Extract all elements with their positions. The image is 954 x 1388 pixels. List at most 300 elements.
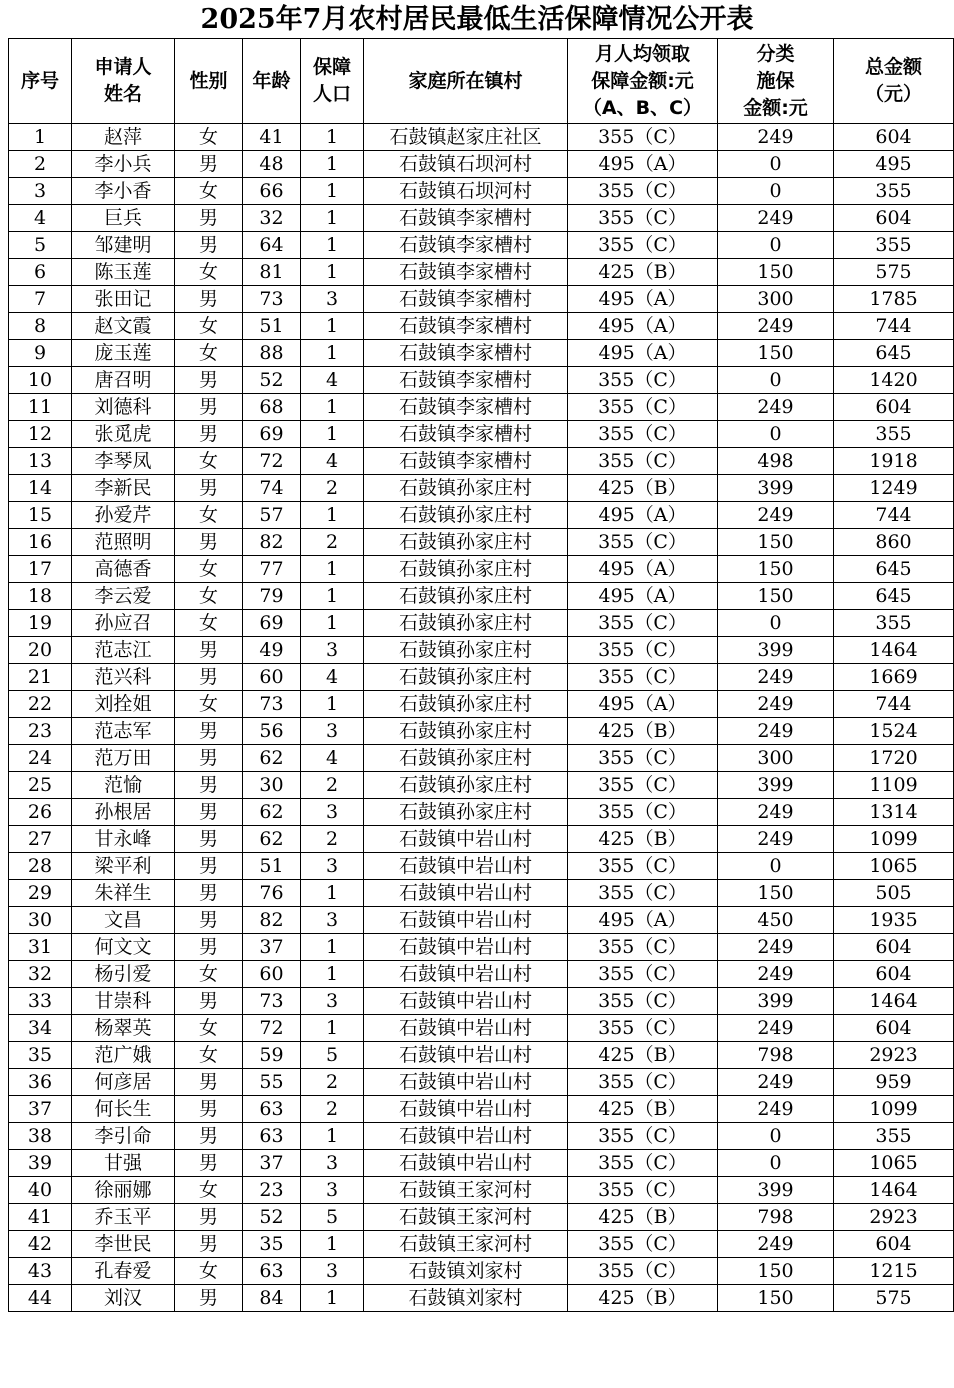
cell-persons: 1 xyxy=(301,313,364,340)
page-title: 2025年7月农村居民最低生活保障情况公开表 xyxy=(200,4,754,35)
cell-total: 645 xyxy=(834,583,954,610)
cell-gender: 女 xyxy=(175,583,243,610)
cell-village: 石鼓镇孙家庄村 xyxy=(364,772,568,799)
cell-village: 石鼓镇孙家庄村 xyxy=(364,745,568,772)
cell-name: 孙爱芹 xyxy=(72,502,175,529)
cell-persons: 1 xyxy=(301,502,364,529)
cell-name: 范志江 xyxy=(72,637,175,664)
cell-persons: 1 xyxy=(301,394,364,421)
cell-total: 1669 xyxy=(834,664,954,691)
cell-classified: 399 xyxy=(718,475,834,502)
cell-village: 石鼓镇中岩山村 xyxy=(364,880,568,907)
cell-village: 石鼓镇刘家村 xyxy=(364,1285,568,1312)
cell-classified: 249 xyxy=(718,961,834,988)
cell-classified: 249 xyxy=(718,1015,834,1042)
cell-classified: 249 xyxy=(718,1069,834,1096)
cell-gender: 女 xyxy=(175,1015,243,1042)
cell-name: 杨引爱 xyxy=(72,961,175,988)
header-gender-label: 性别 xyxy=(189,69,228,92)
cell-classified: 399 xyxy=(718,988,834,1015)
cell-standard: 355（C） xyxy=(568,178,718,205)
cell-village: 石鼓镇孙家庄村 xyxy=(364,610,568,637)
table-row xyxy=(9,610,954,637)
cell-seq: 5 xyxy=(9,232,72,259)
cell-classified: 150 xyxy=(718,529,834,556)
cell-persons: 4 xyxy=(301,745,364,772)
cell-total: 744 xyxy=(834,313,954,340)
cell-name: 李小香 xyxy=(72,178,175,205)
cell-seq: 43 xyxy=(9,1258,72,1285)
cell-seq: 34 xyxy=(9,1015,72,1042)
cell-standard: 355（C） xyxy=(568,799,718,826)
cell-total: 355 xyxy=(834,610,954,637)
table-row xyxy=(9,448,954,475)
cell-name: 徐丽娜 xyxy=(72,1177,175,1204)
cell-standard: 495（A） xyxy=(568,151,718,178)
cell-persons: 1 xyxy=(301,1285,364,1312)
cell-name: 梁平利 xyxy=(72,853,175,880)
table-row xyxy=(9,1204,954,1231)
cell-classified: 150 xyxy=(718,259,834,286)
header-gender xyxy=(175,39,243,124)
cell-seq: 26 xyxy=(9,799,72,826)
table-row xyxy=(9,1231,954,1258)
cell-village: 石鼓镇孙家庄村 xyxy=(364,664,568,691)
cell-standard: 495（A） xyxy=(568,313,718,340)
cell-age: 84 xyxy=(243,1285,301,1312)
table-row xyxy=(9,529,954,556)
cell-gender: 男 xyxy=(175,232,243,259)
cell-total: 1464 xyxy=(834,637,954,664)
cell-gender: 男 xyxy=(175,718,243,745)
cell-seq: 17 xyxy=(9,556,72,583)
cell-persons: 5 xyxy=(301,1204,364,1231)
cell-total: 744 xyxy=(834,691,954,718)
cell-classified: 150 xyxy=(718,1258,834,1285)
cell-village: 石鼓镇李家槽村 xyxy=(364,340,568,367)
cell-classified: 249 xyxy=(718,799,834,826)
cell-age: 56 xyxy=(243,718,301,745)
cell-classified: 150 xyxy=(718,340,834,367)
cell-age: 52 xyxy=(243,1204,301,1231)
table-header-row xyxy=(9,39,954,124)
cell-classified: 0 xyxy=(718,1150,834,1177)
cell-total: 604 xyxy=(834,1015,954,1042)
cell-total: 1109 xyxy=(834,772,954,799)
cell-persons: 3 xyxy=(301,718,364,745)
cell-standard: 425（B） xyxy=(568,1042,718,1069)
cell-seq: 9 xyxy=(9,340,72,367)
cell-standard: 355（C） xyxy=(568,1258,718,1285)
cell-seq: 11 xyxy=(9,394,72,421)
cell-age: 49 xyxy=(243,637,301,664)
cell-persons: 1 xyxy=(301,421,364,448)
cell-name: 朱祥生 xyxy=(72,880,175,907)
cell-persons: 1 xyxy=(301,151,364,178)
cell-gender: 男 xyxy=(175,286,243,313)
cell-persons: 3 xyxy=(301,637,364,664)
cell-village: 石鼓镇李家槽村 xyxy=(364,367,568,394)
header-applicant-name xyxy=(72,39,175,124)
cell-classified: 798 xyxy=(718,1042,834,1069)
cell-persons: 3 xyxy=(301,1177,364,1204)
cell-total: 575 xyxy=(834,259,954,286)
cell-name: 范兴科 xyxy=(72,664,175,691)
cell-standard: 355（C） xyxy=(568,421,718,448)
cell-gender: 男 xyxy=(175,853,243,880)
cell-name: 邹建明 xyxy=(72,232,175,259)
cell-age: 48 xyxy=(243,151,301,178)
cell-age: 73 xyxy=(243,691,301,718)
cell-village: 石鼓镇孙家庄村 xyxy=(364,691,568,718)
cell-total: 1215 xyxy=(834,1258,954,1285)
cell-name: 何文文 xyxy=(72,934,175,961)
cell-seq: 28 xyxy=(9,853,72,880)
cell-persons: 3 xyxy=(301,1150,364,1177)
header-seq xyxy=(9,39,72,124)
cell-gender: 男 xyxy=(175,529,243,556)
cell-age: 64 xyxy=(243,232,301,259)
cell-persons: 1 xyxy=(301,259,364,286)
cell-seq: 41 xyxy=(9,1204,72,1231)
cell-seq: 23 xyxy=(9,718,72,745)
cell-name: 范广娥 xyxy=(72,1042,175,1069)
cell-village: 石鼓镇石坝河村 xyxy=(364,151,568,178)
cell-persons: 4 xyxy=(301,664,364,691)
cell-seq: 37 xyxy=(9,1096,72,1123)
cell-age: 76 xyxy=(243,880,301,907)
cell-age: 59 xyxy=(243,1042,301,1069)
cell-age: 73 xyxy=(243,988,301,1015)
cell-gender: 女 xyxy=(175,502,243,529)
cell-age: 73 xyxy=(243,286,301,313)
cell-name: 甘强 xyxy=(72,1150,175,1177)
cell-seq: 42 xyxy=(9,1231,72,1258)
cell-seq: 15 xyxy=(9,502,72,529)
cell-age: 69 xyxy=(243,610,301,637)
cell-name: 杨翠英 xyxy=(72,1015,175,1042)
cell-total: 1099 xyxy=(834,826,954,853)
cell-total: 575 xyxy=(834,1285,954,1312)
cell-gender: 男 xyxy=(175,421,243,448)
cell-classified: 249 xyxy=(718,313,834,340)
cell-seq: 24 xyxy=(9,745,72,772)
cell-gender: 女 xyxy=(175,124,243,151)
cell-age: 82 xyxy=(243,907,301,934)
table-row xyxy=(9,799,954,826)
cell-age: 72 xyxy=(243,448,301,475)
cell-seq: 3 xyxy=(9,178,72,205)
cell-seq: 33 xyxy=(9,988,72,1015)
cell-persons: 3 xyxy=(301,799,364,826)
cell-total: 604 xyxy=(834,934,954,961)
cell-standard: 495（A） xyxy=(568,556,718,583)
cell-village: 石鼓镇中岩山村 xyxy=(364,961,568,988)
cell-total: 355 xyxy=(834,1123,954,1150)
cell-gender: 男 xyxy=(175,205,243,232)
cell-name: 李世民 xyxy=(72,1231,175,1258)
cell-persons: 2 xyxy=(301,1096,364,1123)
table-row xyxy=(9,826,954,853)
cell-total: 1065 xyxy=(834,1150,954,1177)
cell-gender: 女 xyxy=(175,178,243,205)
cell-standard: 425（B） xyxy=(568,1096,718,1123)
cell-village: 石鼓镇中岩山村 xyxy=(364,1150,568,1177)
cell-total: 604 xyxy=(834,394,954,421)
cell-village: 石鼓镇中岩山村 xyxy=(364,1069,568,1096)
cell-age: 68 xyxy=(243,394,301,421)
cell-age: 23 xyxy=(243,1177,301,1204)
cell-age: 60 xyxy=(243,664,301,691)
cell-classified: 150 xyxy=(718,1285,834,1312)
cell-total: 1720 xyxy=(834,745,954,772)
cell-village: 石鼓镇中岩山村 xyxy=(364,934,568,961)
header-classified-line3: 金额:元 xyxy=(743,96,808,119)
cell-age: 35 xyxy=(243,1231,301,1258)
table-row xyxy=(9,394,954,421)
cell-age: 88 xyxy=(243,340,301,367)
table-row xyxy=(9,664,954,691)
header-name-line2: 姓名 xyxy=(103,83,142,105)
cell-total: 1099 xyxy=(834,1096,954,1123)
table-row xyxy=(9,259,954,286)
cell-persons: 1 xyxy=(301,124,364,151)
cell-name: 赵文霞 xyxy=(72,313,175,340)
cell-village: 石鼓镇王家河村 xyxy=(364,1177,568,1204)
cell-name: 刘拴姐 xyxy=(72,691,175,718)
cell-standard: 355（C） xyxy=(568,853,718,880)
cell-name: 刘汉 xyxy=(72,1285,175,1312)
cell-village: 石鼓镇中岩山村 xyxy=(364,1096,568,1123)
cell-standard: 355（C） xyxy=(568,124,718,151)
cell-gender: 男 xyxy=(175,637,243,664)
cell-age: 30 xyxy=(243,772,301,799)
cell-name: 李引命 xyxy=(72,1123,175,1150)
cell-total: 1420 xyxy=(834,367,954,394)
cell-gender: 男 xyxy=(175,988,243,1015)
cell-total: 604 xyxy=(834,961,954,988)
cell-persons: 3 xyxy=(301,1258,364,1285)
cell-age: 72 xyxy=(243,1015,301,1042)
cell-classified: 249 xyxy=(718,664,834,691)
cell-name: 甘崇科 xyxy=(72,988,175,1015)
cell-persons: 2 xyxy=(301,826,364,853)
cell-persons: 1 xyxy=(301,556,364,583)
table-row xyxy=(9,286,954,313)
table-row xyxy=(9,313,954,340)
cell-total: 645 xyxy=(834,340,954,367)
cell-age: 82 xyxy=(243,529,301,556)
cell-persons: 1 xyxy=(301,178,364,205)
cell-gender: 女 xyxy=(175,556,243,583)
cell-name: 孙应召 xyxy=(72,610,175,637)
cell-classified: 0 xyxy=(718,1123,834,1150)
cell-gender: 男 xyxy=(175,151,243,178)
cell-gender: 男 xyxy=(175,745,243,772)
cell-classified: 0 xyxy=(718,232,834,259)
cell-classified: 249 xyxy=(718,1096,834,1123)
table-row xyxy=(9,1042,954,1069)
cell-seq: 7 xyxy=(9,286,72,313)
header-total-line2: （元） xyxy=(864,83,922,105)
cell-gender: 女 xyxy=(175,961,243,988)
cell-persons: 1 xyxy=(301,610,364,637)
table-row xyxy=(9,1285,954,1312)
cell-age: 52 xyxy=(243,367,301,394)
cell-classified: 0 xyxy=(718,853,834,880)
cell-village: 石鼓镇王家河村 xyxy=(364,1204,568,1231)
cell-standard: 355（C） xyxy=(568,1177,718,1204)
cell-persons: 1 xyxy=(301,934,364,961)
cell-persons: 1 xyxy=(301,961,364,988)
cell-standard: 355（C） xyxy=(568,1123,718,1150)
cell-age: 37 xyxy=(243,934,301,961)
cell-gender: 男 xyxy=(175,934,243,961)
cell-village: 石鼓镇李家槽村 xyxy=(364,394,568,421)
cell-total: 1524 xyxy=(834,718,954,745)
cell-name: 李小兵 xyxy=(72,151,175,178)
cell-gender: 女 xyxy=(175,313,243,340)
cell-village: 石鼓镇石坝河村 xyxy=(364,178,568,205)
cell-seq: 25 xyxy=(9,772,72,799)
cell-gender: 男 xyxy=(175,1204,243,1231)
cell-standard: 355（C） xyxy=(568,1015,718,1042)
cell-name: 刘德科 xyxy=(72,394,175,421)
cell-seq: 36 xyxy=(9,1069,72,1096)
header-standard-line1: 月人均领取 xyxy=(594,42,690,65)
cell-age: 62 xyxy=(243,799,301,826)
cell-village: 石鼓镇李家槽村 xyxy=(364,232,568,259)
cell-standard: 355（C） xyxy=(568,448,718,475)
cell-persons: 1 xyxy=(301,1015,364,1042)
cell-age: 63 xyxy=(243,1258,301,1285)
cell-total: 1065 xyxy=(834,853,954,880)
cell-standard: 495（A） xyxy=(568,286,718,313)
cell-seq: 8 xyxy=(9,313,72,340)
cell-seq: 20 xyxy=(9,637,72,664)
cell-seq: 22 xyxy=(9,691,72,718)
cell-name: 范万田 xyxy=(72,745,175,772)
cell-seq: 12 xyxy=(9,421,72,448)
cell-name: 甘永峰 xyxy=(72,826,175,853)
cell-seq: 2 xyxy=(9,151,72,178)
table-row xyxy=(9,421,954,448)
cell-seq: 27 xyxy=(9,826,72,853)
cell-persons: 4 xyxy=(301,448,364,475)
cell-total: 1314 xyxy=(834,799,954,826)
cell-gender: 男 xyxy=(175,1069,243,1096)
cell-village: 石鼓镇中岩山村 xyxy=(364,1042,568,1069)
cell-age: 63 xyxy=(243,1123,301,1150)
cell-village: 石鼓镇孙家庄村 xyxy=(364,718,568,745)
header-monthly-standard xyxy=(568,39,718,124)
cell-age: 37 xyxy=(243,1150,301,1177)
cell-gender: 男 xyxy=(175,394,243,421)
cell-age: 62 xyxy=(243,826,301,853)
cell-standard: 425（B） xyxy=(568,259,718,286)
header-classified-line2: 施保 xyxy=(756,69,795,92)
cell-classified: 399 xyxy=(718,637,834,664)
cell-gender: 男 xyxy=(175,664,243,691)
cell-seq: 31 xyxy=(9,934,72,961)
cell-classified: 798 xyxy=(718,1204,834,1231)
cell-standard: 425（B） xyxy=(568,718,718,745)
cell-gender: 男 xyxy=(175,1285,243,1312)
cell-village: 石鼓镇李家槽村 xyxy=(364,421,568,448)
cell-village: 石鼓镇李家槽村 xyxy=(364,313,568,340)
cell-seq: 16 xyxy=(9,529,72,556)
cell-standard: 355（C） xyxy=(568,961,718,988)
cell-gender: 女 xyxy=(175,1258,243,1285)
cell-classified: 0 xyxy=(718,421,834,448)
cell-age: 55 xyxy=(243,1069,301,1096)
cell-name: 文昌 xyxy=(72,907,175,934)
table-row xyxy=(9,691,954,718)
cell-standard: 495（A） xyxy=(568,691,718,718)
cell-village: 石鼓镇中岩山村 xyxy=(364,1123,568,1150)
table-row xyxy=(9,556,954,583)
cell-standard: 355（C） xyxy=(568,637,718,664)
cell-age: 41 xyxy=(243,124,301,151)
cell-age: 32 xyxy=(243,205,301,232)
table-row xyxy=(9,205,954,232)
cell-classified: 249 xyxy=(718,502,834,529)
cell-age: 51 xyxy=(243,313,301,340)
table-row xyxy=(9,988,954,1015)
header-seq-label: 序号 xyxy=(20,69,59,92)
cell-gender: 女 xyxy=(175,691,243,718)
cell-name: 范照明 xyxy=(72,529,175,556)
cell-village: 石鼓镇中岩山村 xyxy=(364,988,568,1015)
cell-age: 60 xyxy=(243,961,301,988)
cell-total: 505 xyxy=(834,880,954,907)
cell-seq: 21 xyxy=(9,664,72,691)
cell-village: 石鼓镇李家槽村 xyxy=(364,286,568,313)
cell-standard: 355（C） xyxy=(568,1231,718,1258)
cell-standard: 425（B） xyxy=(568,1204,718,1231)
cell-name: 陈玉莲 xyxy=(72,259,175,286)
cell-classified: 249 xyxy=(718,826,834,853)
cell-age: 57 xyxy=(243,502,301,529)
cell-total: 355 xyxy=(834,232,954,259)
cell-standard: 495（A） xyxy=(568,907,718,934)
cell-seq: 44 xyxy=(9,1285,72,1312)
cell-village: 石鼓镇孙家庄村 xyxy=(364,583,568,610)
table-row xyxy=(9,1096,954,1123)
cell-total: 1464 xyxy=(834,988,954,1015)
cell-classified: 399 xyxy=(718,772,834,799)
table-row xyxy=(9,151,954,178)
cell-classified: 249 xyxy=(718,934,834,961)
cell-gender: 女 xyxy=(175,340,243,367)
cell-gender: 女 xyxy=(175,448,243,475)
cell-persons: 3 xyxy=(301,853,364,880)
cell-village: 石鼓镇中岩山村 xyxy=(364,826,568,853)
cell-age: 74 xyxy=(243,475,301,502)
table-row xyxy=(9,853,954,880)
cell-standard: 355（C） xyxy=(568,529,718,556)
cell-name: 赵萍 xyxy=(72,124,175,151)
cell-seq: 35 xyxy=(9,1042,72,1069)
cell-persons: 1 xyxy=(301,691,364,718)
table-row xyxy=(9,1177,954,1204)
cell-village: 石鼓镇赵家庄社区 xyxy=(364,124,568,151)
subsistence-allowance-table xyxy=(8,38,954,1312)
cell-persons: 3 xyxy=(301,907,364,934)
cell-persons: 1 xyxy=(301,1123,364,1150)
cell-village: 石鼓镇孙家庄村 xyxy=(364,799,568,826)
header-age-label: 年龄 xyxy=(252,69,291,92)
